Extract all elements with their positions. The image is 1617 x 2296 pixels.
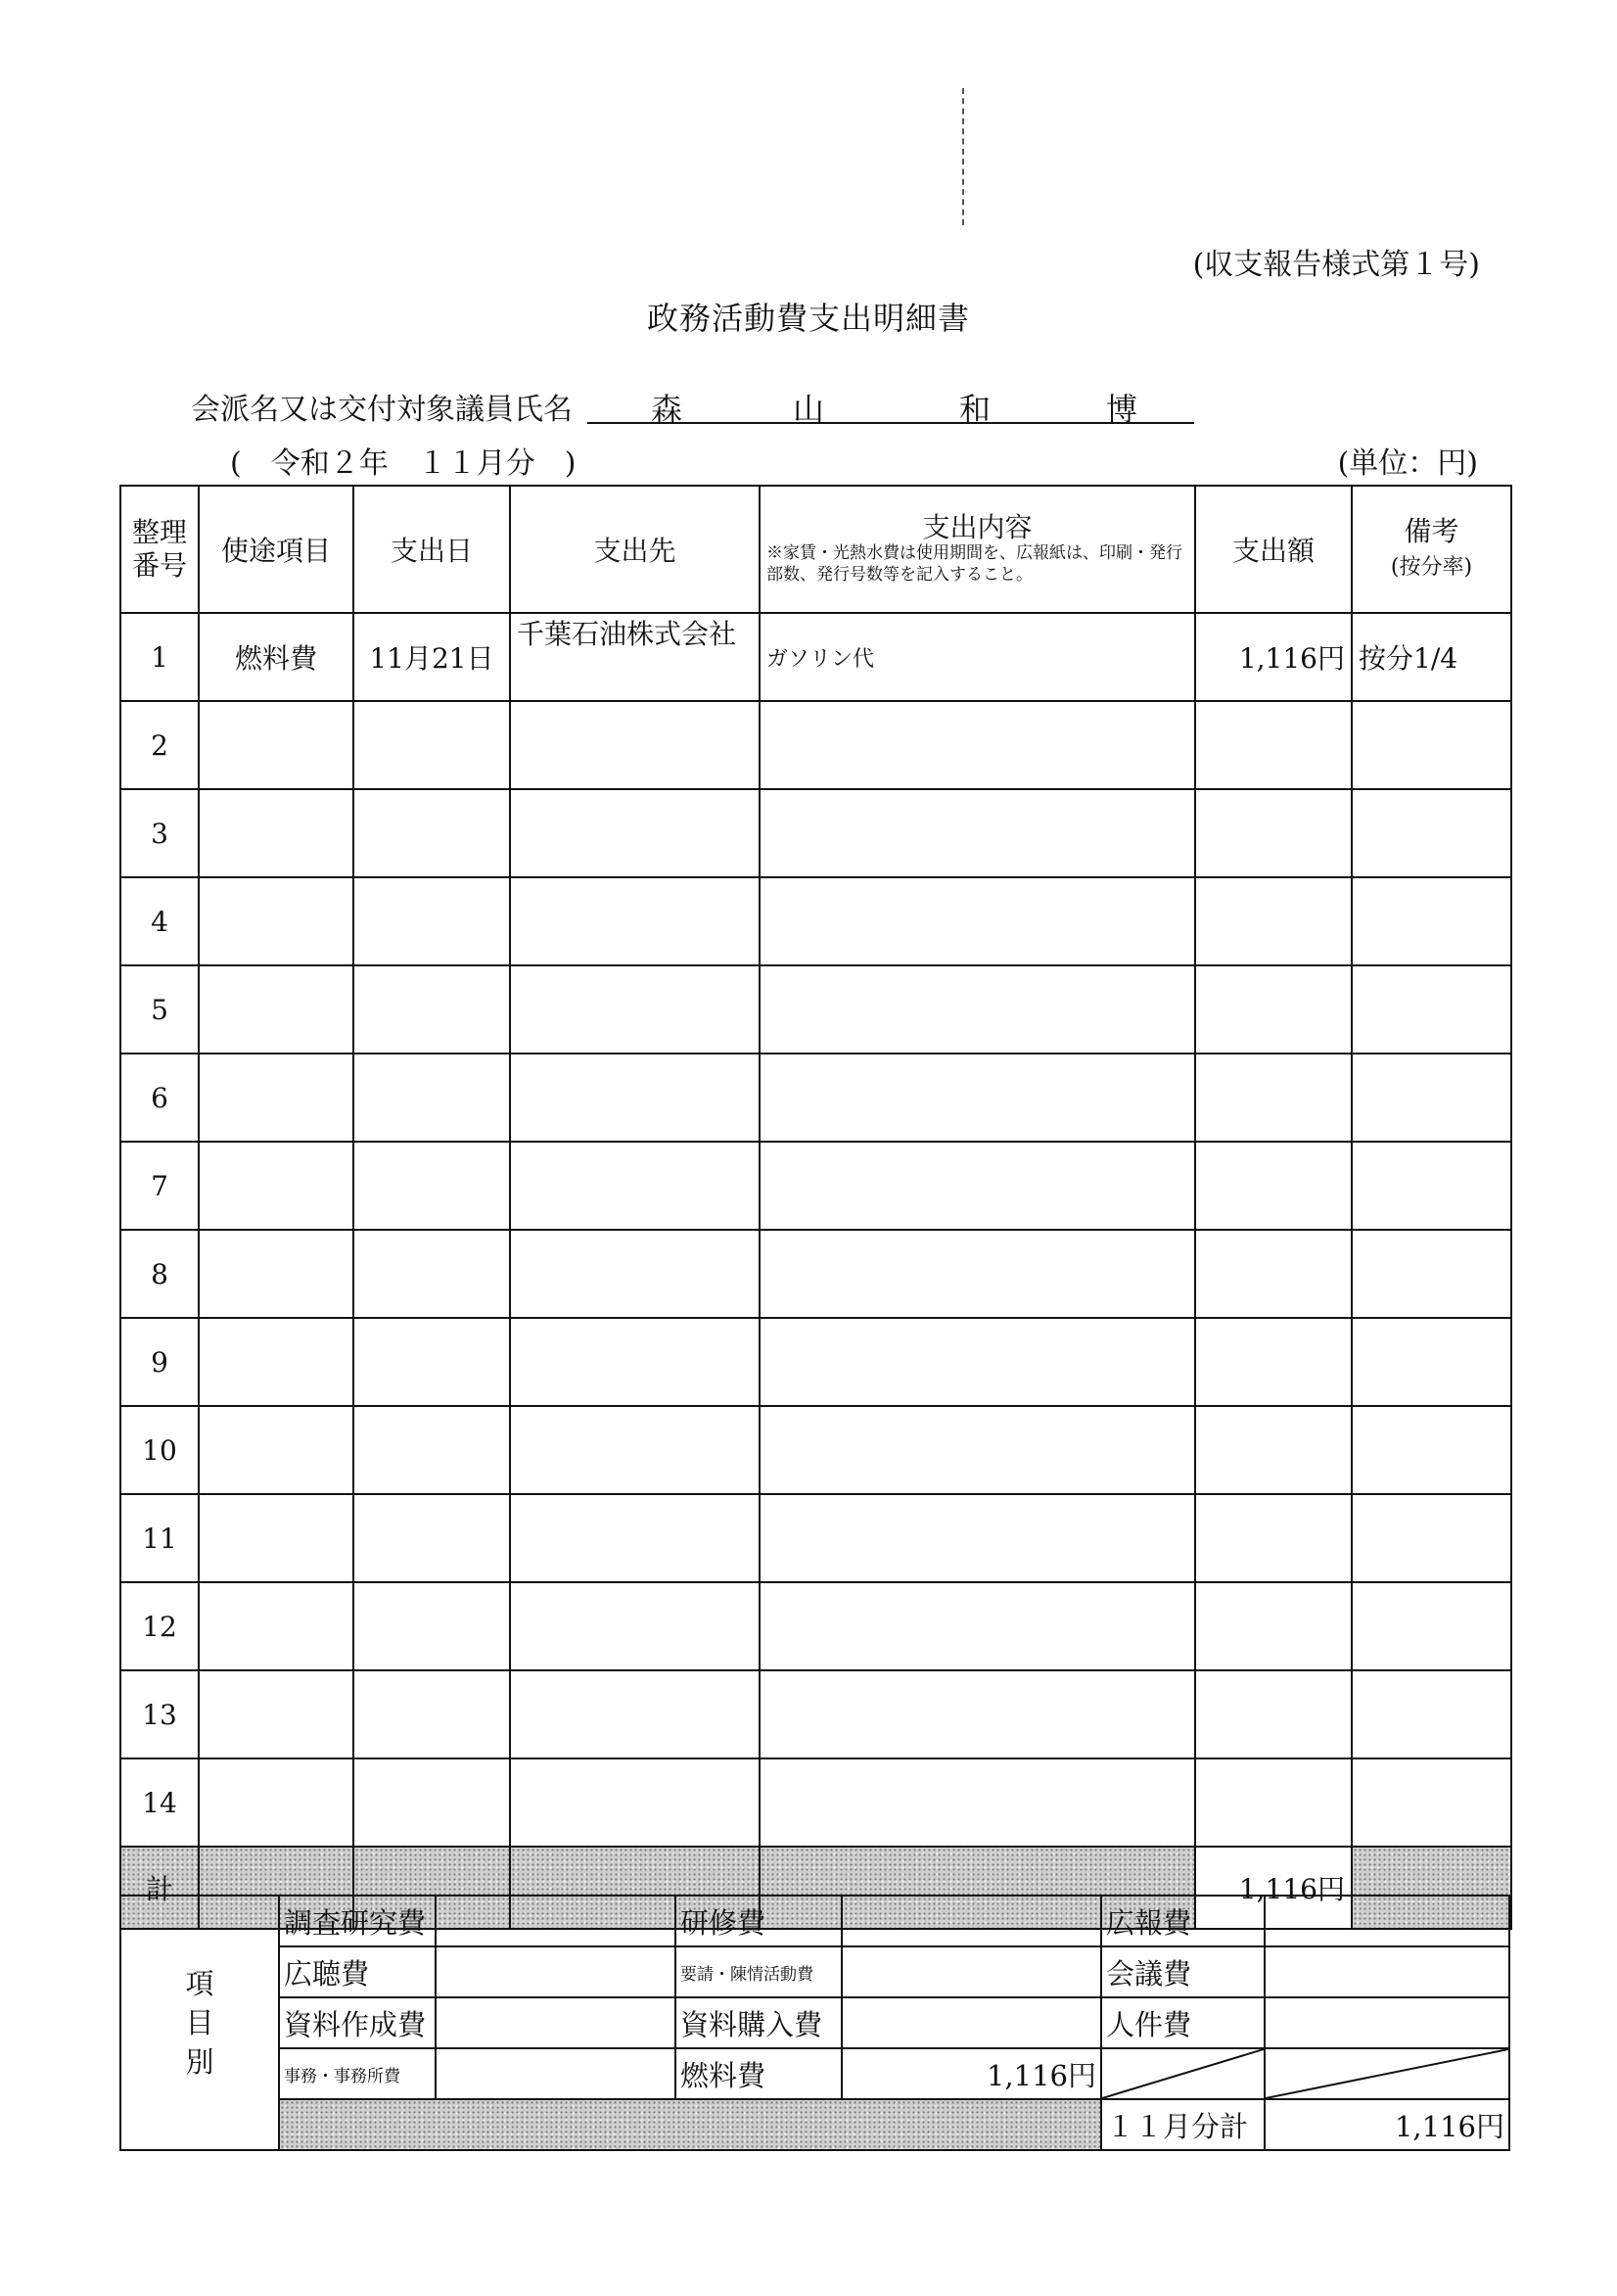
summary-value: [1265, 1896, 1509, 1946]
header-remarks: [1352, 486, 1511, 613]
row-payee: 千葉石油株式会社: [510, 613, 760, 701]
summary-label: 広聴費: [279, 1946, 436, 1997]
row-date: [353, 1230, 510, 1318]
row-date: [353, 1582, 510, 1670]
row-category: [199, 701, 353, 789]
row-description: [760, 789, 1195, 877]
summary-label: 研修費: [675, 1896, 842, 1946]
row-number: 1: [120, 613, 199, 701]
row-date: [353, 1406, 510, 1494]
row-remarks: [1352, 1758, 1511, 1847]
table-row: [120, 965, 1511, 1054]
row-description: [760, 1142, 1195, 1230]
row-date: [353, 701, 510, 789]
diagonal-line: [1102, 2049, 1264, 2098]
row-amount: [1195, 1494, 1352, 1582]
row-description: [760, 701, 1195, 789]
summary-label: 調査研究費: [279, 1896, 436, 1946]
row-number: 13: [120, 1670, 199, 1758]
row-amount: [1195, 877, 1352, 965]
row-remarks: [1352, 789, 1511, 877]
month-total-value: 1,116円: [1265, 2099, 1509, 2150]
summary-value: [436, 2048, 675, 2099]
row-category: [199, 1406, 353, 1494]
row-description: [760, 1670, 1195, 1758]
row-date: [353, 1758, 510, 1847]
row-category: 燃料費: [199, 613, 353, 701]
member-name-char-4: 博: [1106, 391, 1138, 428]
row-category: [199, 1142, 353, 1230]
table-row: [120, 1494, 1511, 1582]
total-amount: 1,116円: [1195, 1847, 1352, 1929]
row-description: [760, 1318, 1195, 1406]
document-title: 政務活動費支出明細書: [646, 300, 970, 337]
header-number-line1: 整理: [131, 516, 187, 548]
row-amount: [1195, 965, 1352, 1054]
row-remarks: [1352, 1494, 1511, 1582]
header-number: [120, 486, 199, 613]
row-number: 4: [120, 877, 199, 965]
summary-side-label: [120, 1896, 279, 2150]
summary-label: 事務・事務所費: [279, 2048, 436, 2099]
row-number: 12: [120, 1582, 199, 1670]
row-payee: [510, 1758, 760, 1847]
row-number: 8: [120, 1230, 199, 1318]
summary-label: 燃料費: [675, 2048, 842, 2099]
table-row: [120, 1758, 1511, 1847]
row-category: [199, 789, 353, 877]
row-payee: [510, 1230, 760, 1318]
header-number-line2: 番号: [131, 549, 187, 582]
row-category: [199, 1230, 353, 1318]
row-date: [353, 965, 510, 1054]
row-remarks: [1352, 877, 1511, 965]
row-number: 14: [120, 1758, 199, 1847]
row-category: [199, 1494, 353, 1582]
row-payee: [510, 1054, 760, 1142]
summary-label: 会議費: [1101, 1946, 1265, 1997]
side-label-char: 別: [185, 2045, 214, 2079]
row-description: [760, 877, 1195, 965]
summary-row-2: [120, 1946, 1509, 1997]
header-remarks-line2: (按分率): [1390, 554, 1473, 580]
row-payee: [510, 1494, 760, 1582]
row-number: 5: [120, 965, 199, 1054]
row-remarks: 按分1/4: [1352, 613, 1511, 701]
row-date: [353, 1142, 510, 1230]
row-date: [353, 789, 510, 877]
member-label: 会派名又は交付対象議員氏名: [191, 393, 573, 427]
header-amount: 支出額: [1195, 486, 1352, 613]
row-remarks: [1352, 701, 1511, 789]
header-row: [120, 486, 1511, 613]
row-remarks: [1352, 1670, 1511, 1758]
row-category: [199, 1670, 353, 1758]
summary-value: [842, 1997, 1101, 2048]
member-name-char-1: 森: [651, 391, 683, 428]
row-description: [760, 1758, 1195, 1847]
table-row: [120, 701, 1511, 789]
table-row: [120, 1054, 1511, 1142]
row-remarks: [1352, 965, 1511, 1054]
summary-value: 1,116円: [842, 2048, 1101, 2099]
row-date: 11月21日: [353, 613, 510, 701]
row-category: [199, 965, 353, 1054]
row-number: 11: [120, 1494, 199, 1582]
row-remarks: [1352, 1230, 1511, 1318]
header-payee: 支出先: [510, 486, 760, 613]
row-amount: [1195, 1142, 1352, 1230]
summary-value: [436, 1896, 675, 1946]
summary-value: [842, 1946, 1101, 1997]
summary-crossed-cell: [1101, 2048, 1265, 2099]
summary-value: [1265, 1946, 1509, 1997]
row-description: [760, 965, 1195, 1054]
row-date: [353, 877, 510, 965]
row-date: [353, 1054, 510, 1142]
row-number: 10: [120, 1406, 199, 1494]
row-payee: [510, 1406, 760, 1494]
summary-row-4: [120, 2048, 1509, 2099]
table-row: [120, 1582, 1511, 1670]
member-name-char-2: 山: [793, 391, 825, 428]
row-amount: [1195, 1318, 1352, 1406]
row-amount: [1195, 789, 1352, 877]
summary-crossed-cell: [1265, 2048, 1509, 2099]
summary-label: 資料作成費: [279, 1997, 436, 2048]
form-number: (収支報告様式第１号): [1192, 248, 1480, 282]
side-label-char: 目: [185, 2006, 214, 2039]
summary-row-1: [120, 1896, 1509, 1946]
row-description: [760, 1406, 1195, 1494]
header-description: [760, 486, 1195, 613]
row-remarks: [1352, 1582, 1511, 1670]
summary-value: [1265, 1997, 1509, 2048]
row-amount: [1195, 1054, 1352, 1142]
row-remarks: [1352, 1318, 1511, 1406]
row-description: [760, 1054, 1195, 1142]
summary-value: [842, 1896, 1101, 1946]
row-payee: [510, 877, 760, 965]
header-description-title: 支出内容: [922, 511, 1033, 543]
row-payee: [510, 1582, 760, 1670]
table-row: [120, 1670, 1511, 1758]
row-number: 6: [120, 1054, 199, 1142]
reporting-period: ( 令和２年 １１月分 ): [230, 446, 577, 481]
row-payee: [510, 701, 760, 789]
summary-value: [436, 1997, 675, 2048]
row-remarks: [1352, 1142, 1511, 1230]
row-amount: [1195, 1406, 1352, 1494]
row-payee: [510, 965, 760, 1054]
row-amount: [1195, 1758, 1352, 1847]
header-category: 使途項目: [199, 486, 353, 613]
diagonal-line: [1266, 2049, 1508, 2098]
row-payee: [510, 1318, 760, 1406]
row-number: 3: [120, 789, 199, 877]
summary-label: 広報費: [1101, 1896, 1265, 1946]
member-name-char-3: 和: [959, 391, 992, 428]
summary-value: [436, 1946, 675, 1997]
row-amount: [1195, 1670, 1352, 1758]
expense-table: [119, 485, 1512, 1930]
row-amount: 1,116円: [1195, 613, 1352, 701]
row-date: [353, 1670, 510, 1758]
row-number: 7: [120, 1142, 199, 1230]
summary-label: 資料購入費: [675, 1997, 842, 2048]
table-row: [120, 1318, 1511, 1406]
row-amount: [1195, 1230, 1352, 1318]
row-payee: [510, 789, 760, 877]
unit-label: (単位：円): [1337, 446, 1478, 481]
row-payee: [510, 1142, 760, 1230]
table-row: [120, 1142, 1511, 1230]
total-label: 計: [120, 1847, 199, 1929]
row-category: [199, 877, 353, 965]
scan-dashed-mark: [962, 88, 964, 225]
summary-label: 人件費: [1101, 1997, 1265, 2048]
row-date: [353, 1494, 510, 1582]
row-remarks: [1352, 1054, 1511, 1142]
row-category: [199, 1318, 353, 1406]
row-description: [760, 1582, 1195, 1670]
row-category: [199, 1758, 353, 1847]
header-remarks-line1: 備考: [1404, 514, 1459, 547]
summary-total-row: [120, 2099, 1509, 2150]
row-number: 2: [120, 701, 199, 789]
expense-rows: [120, 613, 1511, 1847]
row-category: [199, 1582, 353, 1670]
table-row: [120, 877, 1511, 965]
summary-shaded-area: [279, 2099, 1101, 2150]
table-row: [120, 789, 1511, 877]
summary-label: 要請・陳情活動費: [675, 1946, 842, 1997]
row-remarks: [1352, 1406, 1511, 1494]
month-total-label: １１月分計: [1101, 2099, 1265, 2150]
row-date: [353, 1318, 510, 1406]
row-amount: [1195, 701, 1352, 789]
row-amount: [1195, 1582, 1352, 1670]
table-row: [120, 1230, 1511, 1318]
header-date: 支出日: [353, 486, 510, 613]
header-description-note: ※家賃・光熱水費は使用期間を、広報紙は、印刷・発行部数、発行号数等を記入すること。: [766, 543, 1182, 585]
row-number: 9: [120, 1318, 199, 1406]
side-label-char: 項: [185, 1967, 214, 2000]
row-description: [760, 1494, 1195, 1582]
table-row: [120, 1406, 1511, 1494]
table-row: [120, 613, 1511, 701]
row-description: [760, 1230, 1195, 1318]
summary-row-3: [120, 1997, 1509, 2048]
row-category: [199, 1054, 353, 1142]
row-description: ガソリン代: [760, 613, 1195, 701]
category-summary-table: [119, 1895, 1510, 2151]
row-payee: [510, 1670, 760, 1758]
